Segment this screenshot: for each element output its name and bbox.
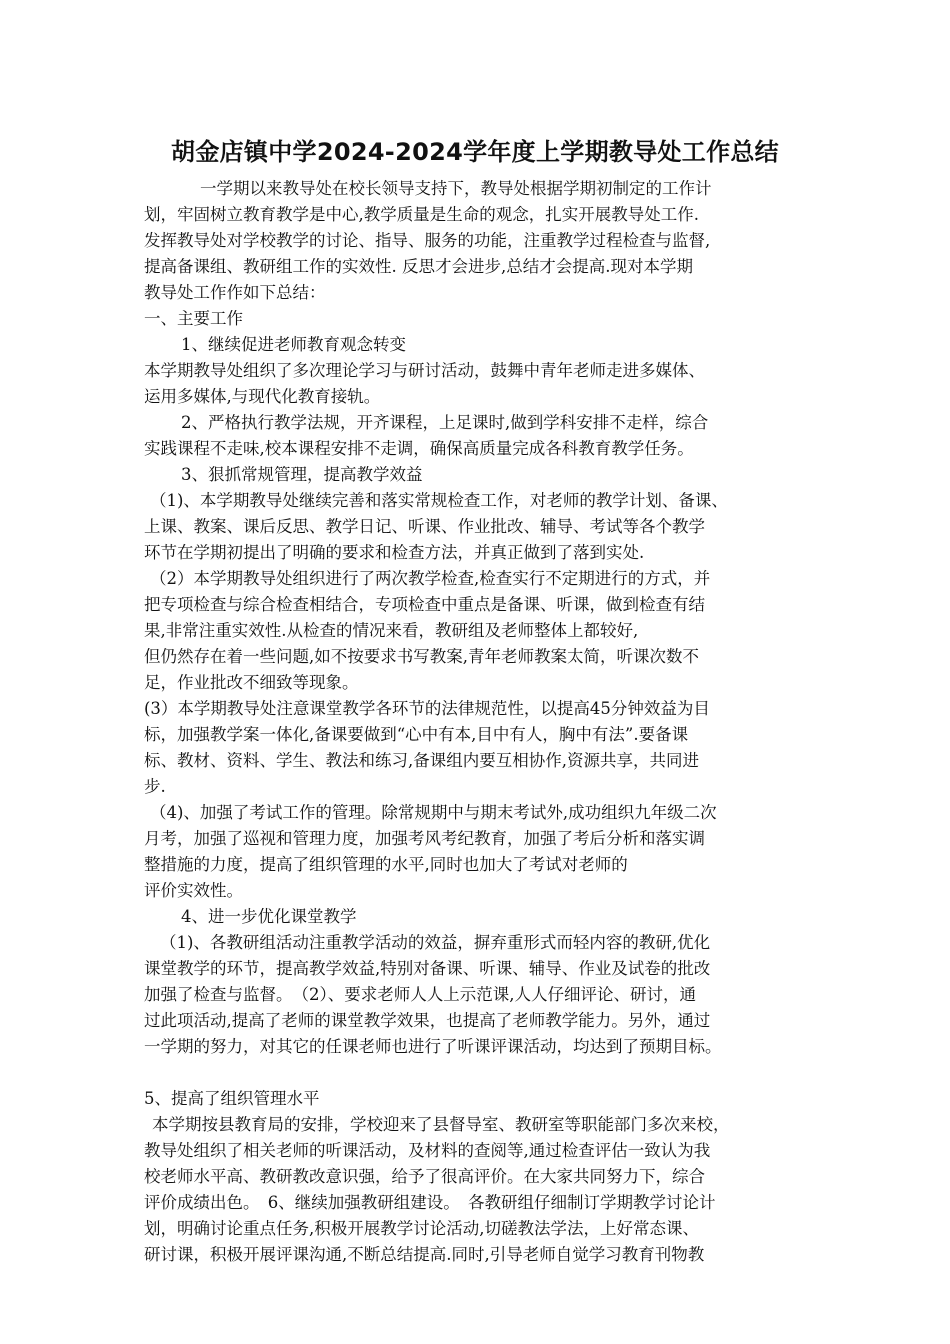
body-line: 步. [144, 777, 166, 796]
body-line: 教导处组织了相关老师的听课活动，及材料的查阅等,通过检查评估一致认为我 [144, 1141, 711, 1160]
body-line: 一学期以来教导处在校长领导支持下，教导处根据学期初制定的工作计 [200, 179, 712, 198]
body-line: 2、严格执行教学法规，开齐课程，上足课时,做到学科安排不走样，综合 [181, 413, 709, 432]
body-line: 发挥教导处对学校教学的讨论、指导、服务的功能，注重教学过程检查与监督, [144, 231, 711, 250]
body-line: 标，加强教学案一体化,备课要做到“心中有本,目中有人，胸中有法”.要备课 [144, 725, 689, 744]
subsection-heading: 4、进一步优化课堂教学 [181, 907, 357, 926]
body-line: 标、教材、资料、学生、教法和练习,备课组内要互相协作,资源共享，共同进 [144, 751, 699, 770]
body-line: (3）本学期教导处注意课堂教学各环节的法律规范性，以提高45分钟效益为目 [144, 699, 710, 718]
body-line: 提高备课组、教研组工作的实效性. 反思才会进步,总结才会提高.现对本学期 [144, 257, 693, 276]
body-line: （4)、加强了考试工作的管理。除常规期中与期末考试外,成功组织九年级二次 [150, 803, 717, 822]
body-line: （1)、各教研组活动注重教学活动的效益，摒弃重形式而轻内容的教研,优化 [160, 933, 711, 952]
subsection-heading: 1、继续促进老师教育观念转变 [181, 335, 406, 354]
body-line: 果,非常注重实效性.从检查的情况来看，教研组及老师整体上都较好, [144, 621, 639, 640]
body-line: 一学期的努力，对其它的任课老师也进行了听课评课活动，均达到了预期目标。 [144, 1037, 722, 1056]
body-line: 把专项检查与综合检查相结合，专项检查中重点是备课、听课，做到检查有结 [144, 595, 705, 614]
body-line: 加强了检查与监督。 （2）、要求老师人人上示范课,人人仔细评论、研讨，通 [144, 985, 696, 1004]
body-line: 整措施的力度，提高了组织管理的水平,同时也加大了考试对老师的 [144, 855, 628, 874]
subsection-heading: 5、提高了组织管理水平 [144, 1089, 320, 1108]
body-line: 本学期按县教育局的安排，学校迎来了县督导室、教研室等职能部门多次来校， [152, 1115, 730, 1134]
body-line: （2）本学期教导处组织进行了两次教学检查,检查实行不定期进行的方式，并 [150, 569, 711, 588]
body-line: 课堂教学的环节，提高教学效益,特别对备课、听课、辅导、作业及试卷的批改 [144, 959, 711, 978]
document-title: 胡金店镇中学2024-2024学年度上学期教导处工作总结 [171, 138, 779, 166]
body-line: 划，牢固树立教育教学是中心,教学质量是生命的观念，扎实开展教导处工作. [144, 205, 699, 224]
subsection-heading: 3、狠抓常规管理，提高教学效益 [181, 465, 423, 484]
body-line: 过此项活动,提高了老师的课堂教学效果，也提高了老师教学能力。另外，通过 [144, 1011, 711, 1030]
body-line: 上课、教案、课后反思、教学日记、听课、作业批改、辅导、考试等各个教学 [144, 517, 705, 536]
body-line: 月考，加强了巡视和管理力度，加强考风考纪教育，加强了考后分析和落实调 [144, 829, 705, 848]
body-line: （1)、本学期教导处继续完善和落实常规检查工作，对老师的教学计划、备课、 [150, 491, 728, 510]
body-line: 研讨课，积极开展评课沟通,不断总结提高.同时,引导老师自觉学习教育刊物教 [144, 1245, 705, 1264]
body-line: 教导处工作作如下总结： [144, 283, 326, 302]
body-line: 但仍然存在着一些问题,如不按要求书写教案,青年老师教案太简，听课次数不 [144, 647, 699, 666]
body-line: 运用多媒体,与现代化教育接轨。 [144, 387, 381, 406]
body-line: 环节在学期初提出了明确的要求和检查方法，并真正做到了落到实处. [144, 543, 645, 562]
body-line: 足，作业批改不细致等现象。 [144, 673, 359, 692]
section-heading: 一、主要工作 [144, 309, 243, 328]
body-line: 本学期教导处组织了多次理论学习与研讨活动，鼓舞中青年老师走进多媒体、 [144, 361, 705, 380]
body-line: 校老师水平高、教研教改意识强，给予了很高评价。在大家共同努力下，综合 [144, 1167, 705, 1186]
body-line: 评价实效性。 [144, 881, 243, 900]
body-line: 实践课程不走味,校本课程安排不走调，确保高质量完成各科教育教学任务。 [144, 439, 694, 458]
body-line: 评价成绩出色。 6、继续加强教研组建设。 各教研组仔细制订学期教学讨论计 [144, 1193, 716, 1212]
body-line: 划，明确讨论重点任务,积极开展教学讨论活动,切磋教法学法，上好常态课、 [144, 1219, 699, 1238]
